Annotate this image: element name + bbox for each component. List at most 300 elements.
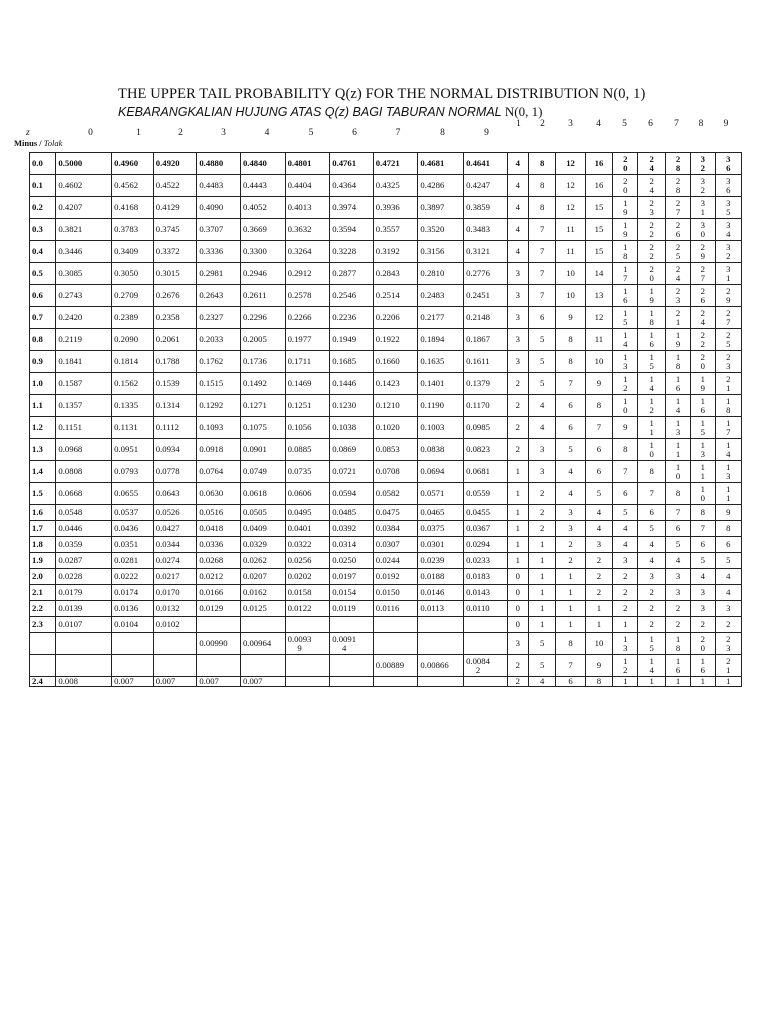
probability-cell (330, 461, 374, 483)
difference-cell (691, 655, 715, 677)
probability-value: 0.0143 (466, 587, 490, 597)
difference-value: 1 0 (623, 395, 628, 415)
probability-cell (153, 263, 197, 285)
difference-cell (556, 175, 585, 197)
probability-cell (373, 219, 418, 241)
probability-value: 0.2005 (242, 334, 267, 344)
probability-cell (285, 585, 330, 601)
probability-cell (240, 655, 285, 677)
table-row (30, 677, 742, 687)
difference-value: 1 4 (675, 395, 681, 415)
probability-cell (153, 153, 197, 175)
probability-cell (56, 329, 112, 351)
difference-value: 10 (594, 638, 604, 648)
probability-cell (197, 569, 241, 585)
probability-cell (464, 219, 508, 241)
probability-cell (153, 505, 197, 521)
probability-value: 0.0336 (199, 539, 224, 549)
z-value-cell: 2.0 (30, 569, 56, 585)
probability-cell (56, 439, 112, 461)
difference-value: 6 (568, 422, 573, 432)
probability-cell (240, 417, 285, 439)
difference-cell (613, 633, 638, 655)
probability-value: 0.1423 (375, 378, 400, 388)
probability-cell (418, 677, 464, 687)
difference-cell (691, 241, 715, 263)
difference-value: 1 5 (623, 307, 628, 327)
difference-cell (507, 351, 528, 373)
probability-value: 0.0212 (199, 571, 224, 581)
z-value-cell: 2.2 (30, 601, 56, 617)
difference-value: 2 7 (700, 263, 706, 283)
difference-value: 8 (539, 202, 545, 212)
difference-value: 4 (623, 539, 628, 549)
difference-value: 4 (675, 555, 681, 565)
probability-cell (285, 417, 330, 439)
probability-value: 0.1093 (199, 422, 224, 432)
probability-cell (197, 153, 241, 175)
probability-value: 0.4325 (375, 180, 400, 190)
difference-cell (715, 373, 741, 395)
probability-value: 0.0427 (155, 523, 180, 533)
probability-value: 0.0436 (114, 523, 139, 533)
probability-value: 0.1762 (199, 356, 224, 366)
probability-cell (418, 601, 464, 617)
difference-cell (638, 197, 665, 219)
probability-cell (373, 655, 418, 677)
probability-cell (373, 585, 418, 601)
probability-value: 0.1401 (420, 378, 445, 388)
probability-value: 0.1611 (466, 356, 490, 366)
z-value-cell: 1.3 (30, 439, 56, 461)
difference-value: 1 (623, 619, 628, 629)
difference-value: 3 1 (726, 263, 731, 283)
probability-cell (197, 439, 241, 461)
probability-value: 0.00990 (199, 638, 228, 648)
difference-header-8: 8 (698, 119, 704, 129)
difference-value: 1 (649, 676, 654, 686)
difference-header-6: 6 (648, 119, 653, 129)
difference-value: 1 8 (623, 241, 628, 261)
probability-cell (197, 373, 241, 395)
difference-cell (638, 373, 665, 395)
probability-value: 0.4562 (114, 180, 139, 190)
probability-cell (240, 197, 285, 219)
difference-value: 2 (515, 444, 520, 454)
probability-value: 0.2810 (420, 268, 445, 278)
probability-cell (153, 219, 197, 241)
probability-cell (464, 677, 508, 687)
probability-cell (330, 417, 374, 439)
probability-cell (330, 241, 374, 263)
difference-cell (556, 241, 585, 263)
probability-value: 0.0367 (466, 523, 490, 533)
difference-value: 4 (515, 180, 520, 190)
difference-value: 1 (623, 676, 628, 686)
difference-value: 3 (515, 334, 520, 344)
probability-value: 0.0505 (242, 507, 267, 517)
difference-value: 1 0 (649, 439, 654, 459)
probability-cell (373, 175, 418, 197)
probability-cell (418, 197, 464, 219)
probability-value: 0.1562 (114, 378, 139, 388)
probability-value: 0.4483 (199, 180, 224, 190)
probability-value: 0.0268 (199, 555, 224, 565)
probability-value: 0.1335 (114, 400, 139, 410)
probability-cell (56, 537, 112, 553)
probability-cell (112, 601, 154, 617)
probability-cell (418, 241, 464, 263)
difference-cell (556, 153, 585, 175)
difference-cell (556, 439, 585, 461)
difference-value: 2 7 (726, 307, 731, 327)
table-row (30, 153, 742, 175)
difference-cell (691, 373, 715, 395)
probability-value: 0.0170 (155, 587, 180, 597)
difference-value: 8 (623, 444, 628, 454)
probability-value: 0.2981 (199, 268, 224, 278)
difference-cell (715, 329, 741, 351)
probability-value: 0.008 (58, 676, 78, 686)
difference-cell (665, 439, 690, 461)
probability-value: 0.3446 (58, 246, 83, 256)
probability-value: 0.2206 (375, 312, 400, 322)
difference-cell (715, 483, 741, 505)
difference-cell (507, 373, 528, 395)
probability-value: 0.3156 (420, 246, 445, 256)
probability-cell (330, 505, 374, 521)
table-row (30, 351, 742, 373)
probability-value: 0.3336 (199, 246, 224, 256)
probability-value: 0.1814 (114, 356, 139, 366)
probability-value: 0.1635 (420, 356, 445, 366)
difference-value: 2 8 (675, 175, 681, 195)
probability-value: 0.0197 (332, 571, 357, 581)
probability-value: 0.1660 (375, 356, 400, 366)
difference-cell (556, 505, 585, 521)
probability-value: 0.2483 (420, 290, 445, 300)
difference-value: 4 (515, 246, 520, 256)
probability-cell (240, 175, 285, 197)
difference-cell (528, 461, 555, 483)
difference-value: 3 (568, 507, 573, 517)
difference-cell (715, 655, 741, 677)
probability-value: 0.0594 (332, 488, 357, 498)
probability-cell (197, 285, 241, 307)
probability-cell (330, 617, 374, 633)
probability-cell (56, 553, 112, 569)
probability-value: 0.1190 (420, 400, 444, 410)
probability-value: 0.3594 (332, 224, 357, 234)
probability-cell (197, 175, 241, 197)
difference-value: 11 (566, 246, 575, 256)
probability-cell (373, 329, 418, 351)
difference-cell (665, 153, 690, 175)
probability-value: 0.0606 (287, 488, 312, 498)
difference-value: 8 (700, 507, 706, 517)
probability-cell (330, 537, 374, 553)
difference-value: 3 (623, 555, 628, 565)
probability-cell (56, 483, 112, 505)
probability-value: 0.0446 (58, 523, 83, 533)
probability-value: 0.1977 (287, 334, 312, 344)
probability-value: 0.0217 (155, 571, 180, 581)
difference-cell (665, 569, 690, 585)
probability-cell (112, 417, 154, 439)
probability-value: 0.5000 (58, 158, 83, 168)
probability-cell (373, 417, 418, 439)
probability-value: 0.0244 (375, 555, 400, 565)
probability-value: 0.4721 (375, 158, 400, 168)
probability-cell (153, 439, 197, 461)
difference-cell (528, 285, 555, 307)
difference-cell (585, 633, 612, 655)
table-row (30, 307, 742, 329)
probability-cell (418, 617, 464, 633)
probability-value: 0.0808 (58, 466, 83, 476)
difference-value: 5 (675, 539, 681, 549)
difference-cell (638, 241, 665, 263)
probability-value: 0.2420 (58, 312, 83, 322)
probability-cell (330, 585, 374, 601)
probability-cell (285, 633, 330, 655)
difference-cell (715, 219, 741, 241)
difference-cell (556, 655, 585, 677)
difference-cell (665, 197, 690, 219)
difference-value: 1 4 (726, 439, 731, 459)
probability-cell (153, 197, 197, 219)
probability-cell (330, 521, 374, 537)
difference-value: 2 3 (726, 633, 731, 653)
difference-header-5: 5 (622, 119, 627, 129)
probability-cell (418, 373, 464, 395)
probability-cell (464, 395, 508, 417)
probability-value: 0.2709 (114, 290, 139, 300)
probability-cell (373, 351, 418, 373)
probability-cell (373, 285, 418, 307)
probability-cell (285, 537, 330, 553)
probability-value: 0.0901 (242, 444, 267, 454)
probability-cell (330, 677, 374, 687)
probability-cell (153, 241, 197, 263)
probability-cell (373, 553, 418, 569)
difference-value: 11 (566, 224, 575, 234)
difference-value: 3 (539, 444, 545, 454)
probability-cell (112, 351, 154, 373)
difference-value: 1 0 (675, 461, 681, 481)
difference-cell (585, 351, 612, 373)
difference-value: 3 4 (726, 219, 731, 239)
difference-cell (556, 617, 585, 633)
difference-cell (556, 483, 585, 505)
difference-value: 2 5 (726, 329, 731, 349)
probability-cell (112, 617, 154, 633)
probability-cell (112, 677, 154, 687)
probability-cell (285, 655, 330, 677)
difference-cell (613, 439, 638, 461)
probability-value: 0.1446 (332, 378, 357, 388)
difference-cell (556, 263, 585, 285)
z-value-cell: 0.4 (30, 241, 56, 263)
probability-cell (285, 153, 330, 175)
probability-cell (418, 219, 464, 241)
probability-value: 0.1894 (420, 334, 445, 344)
probability-value: 0.0129 (199, 603, 224, 613)
probability-cell (464, 461, 508, 483)
probability-cell (240, 617, 285, 633)
probability-cell (56, 153, 112, 175)
difference-value: 6 (596, 444, 602, 454)
difference-cell (528, 505, 555, 521)
difference-cell (638, 153, 665, 175)
difference-value: 6 (568, 400, 573, 410)
probability-cell (56, 569, 112, 585)
probability-value: 0.3372 (155, 246, 180, 256)
z-value-cell: 2.3 (30, 617, 56, 633)
probability-cell (56, 395, 112, 417)
probability-value: 0.1038 (332, 422, 357, 432)
probability-value: 0.3859 (466, 202, 490, 212)
difference-value: 3 (700, 587, 706, 597)
probability-cell (56, 285, 112, 307)
difference-cell (613, 537, 638, 553)
difference-value: 9 (568, 312, 573, 322)
probability-value: 0.1515 (199, 378, 224, 388)
difference-cell (665, 461, 690, 483)
difference-value: 2 8 (675, 153, 681, 173)
difference-cell (613, 585, 638, 601)
probability-cell (112, 219, 154, 241)
difference-cell (665, 307, 690, 329)
probability-value: 0.1056 (287, 422, 312, 432)
probability-cell (240, 439, 285, 461)
probability-value: 0.0668 (58, 488, 83, 498)
probability-value: 0.1711 (287, 356, 312, 366)
difference-cell (715, 633, 741, 655)
difference-cell (613, 241, 638, 263)
probability-value: 0.0104 (114, 619, 139, 629)
table-row (30, 537, 742, 553)
difference-cell (585, 483, 612, 505)
probability-value: 0.0582 (375, 488, 400, 498)
difference-cell (507, 395, 528, 417)
table-row (30, 483, 742, 505)
page-subtitle (118, 104, 738, 120)
difference-value: 4 (539, 422, 545, 432)
difference-value: 7 (568, 378, 573, 388)
difference-value: 2 4 (675, 263, 681, 283)
probability-cell (285, 553, 330, 569)
probability-cell (464, 417, 508, 439)
difference-value: 4 (539, 400, 545, 410)
table-row (30, 585, 742, 601)
difference-cell (613, 373, 638, 395)
difference-cell (715, 241, 741, 263)
difference-header-7: 7 (674, 119, 679, 129)
probability-cell (373, 569, 418, 585)
difference-cell (691, 537, 715, 553)
probability-cell (112, 241, 154, 263)
difference-value: 10 (566, 268, 575, 278)
difference-cell (528, 617, 555, 633)
difference-value: 3 (515, 268, 520, 278)
difference-value: 2 1 (726, 655, 731, 675)
difference-cell (715, 461, 741, 483)
probability-cell (418, 483, 464, 505)
difference-cell (691, 617, 715, 633)
probability-cell (197, 241, 241, 263)
difference-value: 10 (566, 290, 575, 300)
difference-value: 1 1 (700, 461, 706, 481)
probability-cell (112, 439, 154, 461)
difference-value: 2 (700, 619, 706, 629)
probability-cell (464, 505, 508, 521)
probability-value: 0.0179 (58, 587, 83, 597)
probability-value: 0.2296 (242, 312, 267, 322)
column-header-8: 8 (440, 128, 445, 138)
probability-value: 0.0951 (114, 444, 139, 454)
difference-cell (585, 569, 612, 585)
difference-value: 8 (568, 334, 573, 344)
probability-value: 0.0192 (375, 571, 400, 581)
difference-cell (556, 537, 585, 553)
probability-value: 0.4364 (332, 180, 357, 190)
probability-cell (197, 617, 241, 633)
probability-cell (373, 461, 418, 483)
probability-value: 0.2451 (466, 290, 490, 300)
difference-value: 3 (726, 603, 731, 613)
difference-value: 2 4 (700, 307, 706, 327)
difference-value: 3 6 (726, 153, 731, 173)
difference-cell (613, 175, 638, 197)
probability-cell (418, 395, 464, 417)
difference-cell (613, 417, 638, 439)
probability-cell (240, 351, 285, 373)
difference-cell (507, 483, 528, 505)
difference-cell (556, 395, 585, 417)
probability-cell (240, 585, 285, 601)
difference-value: 15 (594, 202, 604, 212)
difference-value: 1 9 (675, 329, 681, 349)
probability-cell (56, 677, 112, 687)
probability-cell (153, 617, 197, 633)
difference-cell (507, 153, 528, 175)
difference-value: 4 (596, 507, 602, 517)
difference-header-4: 4 (596, 119, 601, 129)
probability-cell (418, 417, 464, 439)
difference-cell (691, 417, 715, 439)
difference-value: 1 6 (675, 655, 681, 675)
probability-cell (464, 537, 508, 553)
difference-value: 4 (515, 158, 520, 168)
probability-cell (240, 553, 285, 569)
probability-value: 0.2776 (466, 268, 490, 278)
difference-value: 9 (596, 660, 602, 670)
probability-cell (464, 483, 508, 505)
difference-value: 1 (515, 539, 520, 549)
difference-value: 5 (539, 660, 545, 670)
probability-cell (373, 395, 418, 417)
difference-value: 3 (515, 356, 520, 366)
probability-value: 0.2877 (332, 268, 357, 278)
probability-value: 0.0475 (375, 507, 400, 517)
difference-value: 12 (566, 158, 575, 168)
difference-value: 3 (539, 466, 545, 476)
probability-cell (285, 601, 330, 617)
difference-cell (528, 175, 555, 197)
difference-cell (507, 175, 528, 197)
difference-cell (585, 263, 612, 285)
